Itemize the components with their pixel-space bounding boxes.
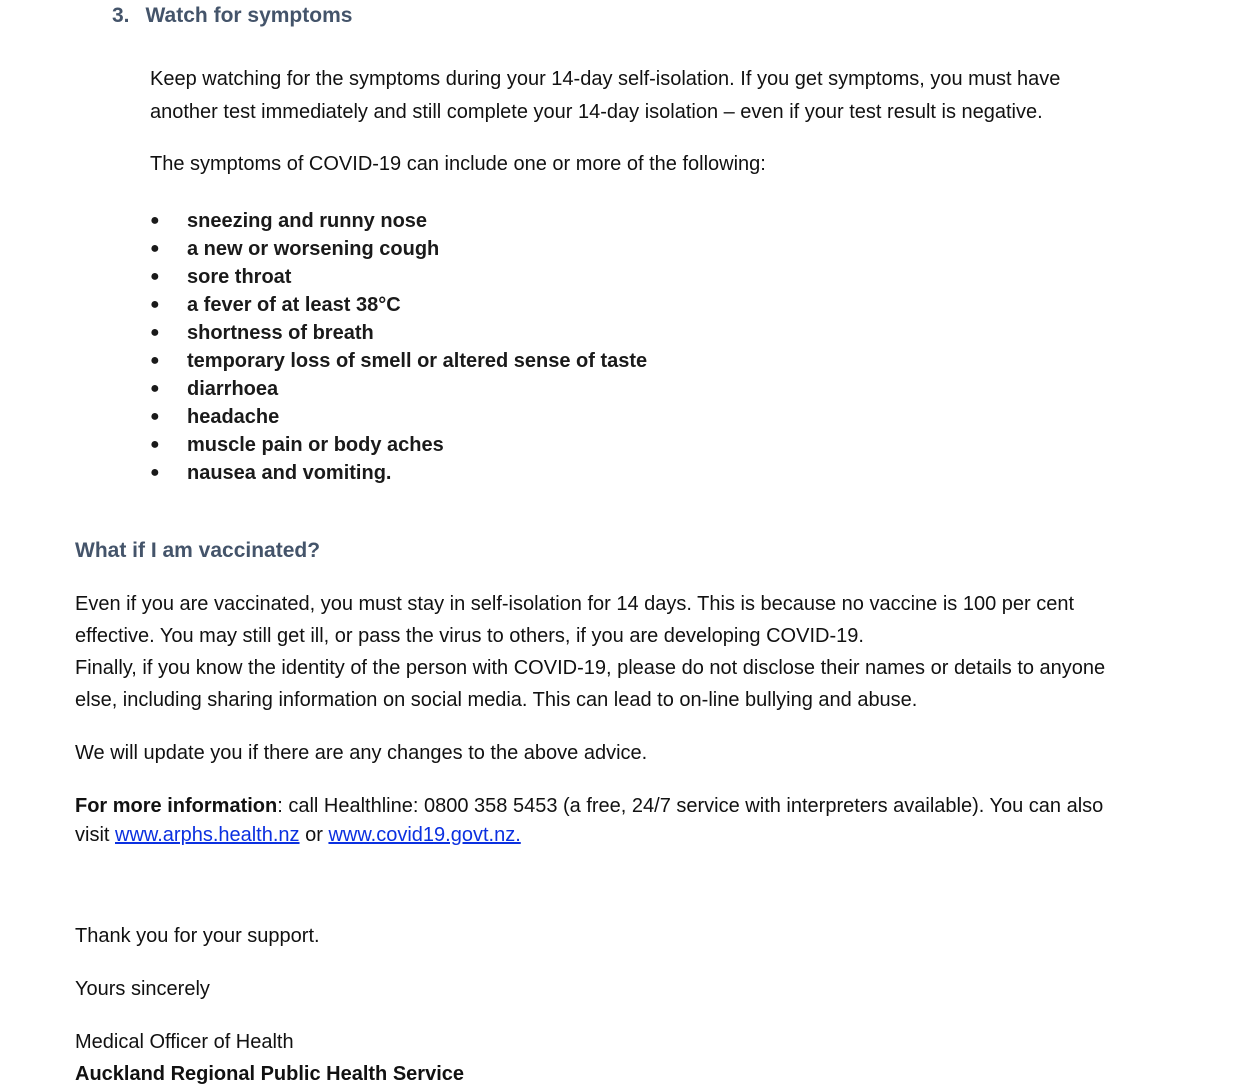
symptom-text: sore throat (187, 266, 292, 288)
signoff-line: Yours sincerely (75, 978, 210, 1000)
vaccinated-line-1: Even if you are vaccinated, you must stay in self-isolation for 14 days. This is because no vaccine is 100 per cent (75, 593, 1075, 615)
list-item (150, 291, 647, 319)
visit-prefix: visit (75, 824, 115, 846)
symptom-text: muscle pain or body aches (187, 434, 444, 456)
section-title: Watch for symptoms (145, 4, 353, 27)
section-heading (112, 4, 352, 28)
bullet-icon: ● (150, 296, 160, 313)
bullet-icon: ● (150, 212, 160, 229)
bullet-icon: ● (150, 352, 160, 369)
disclosure-line-1: Finally, if you know the identity of the person with COVID-19, please do not disclose their names or details to anyone (75, 657, 1106, 679)
symptom-text: headache (187, 406, 280, 428)
vaccinated-line-2: effective. You may still get ill, or pass the virus to others, if you are developing COVID-19. (75, 625, 864, 647)
symptom-text: nausea and vomiting. (187, 462, 392, 484)
thanks-line: Thank you for your support. (75, 925, 320, 947)
list-item (150, 375, 647, 403)
disclosure-line-2: else, including sharing information on social media. This can lead to on-line bullying and abuse. (75, 689, 918, 711)
symptom-text: diarrhoea (187, 378, 279, 400)
vaccinated-heading: What if I am vaccinated? (75, 539, 321, 562)
list-item (150, 207, 647, 235)
bullet-icon: ● (150, 436, 160, 453)
bullet-icon: ● (150, 268, 160, 285)
arphs-link[interactable]: www.arphs.health.nz (115, 824, 300, 846)
symptom-text: a new or worsening cough (187, 238, 440, 260)
bullet-icon: ● (150, 380, 160, 397)
organisation-name: Auckland Regional Public Health Service (75, 1063, 465, 1085)
list-item (150, 403, 647, 431)
bullet-icon: ● (150, 240, 160, 257)
more-info-label: For more information (75, 795, 278, 817)
intro-line-2: another test immediately and still complete your 14-day isolation – even if your test result is negative. (150, 101, 1043, 123)
intro-line-1: Keep watching for the symptoms during your 14-day self-isolation. If you get symptoms, you must have (150, 68, 1061, 90)
bullet-icon: ● (150, 408, 160, 425)
symptom-list (150, 207, 647, 487)
bullet-icon: ● (150, 324, 160, 341)
list-item (150, 263, 647, 291)
symptom-text: sneezing and runny nose (187, 210, 428, 232)
link-connector: or (299, 824, 329, 846)
symptom-text: a fever of at least 38°C (187, 294, 401, 316)
list-item (150, 347, 647, 375)
more-info-line-2 (75, 819, 1195, 851)
list-item (150, 431, 647, 459)
update-note: We will update you if there are any changes to the above advice. (75, 742, 648, 764)
list-item (150, 235, 647, 263)
covid19-link[interactable]: www.covid19.govt.nz. (328, 824, 521, 846)
more-info-text: : call Healthline: 0800 358 5453 (a free, 24/7 service with interpreters available). You can also (277, 795, 1104, 817)
bullet-icon: ● (150, 464, 160, 481)
list-item (150, 459, 647, 487)
signer-title: Medical Officer of Health (75, 1031, 294, 1053)
list-item (150, 319, 647, 347)
symptom-text: temporary loss of smell or altered sense of taste (187, 350, 648, 372)
list-intro: The symptoms of COVID-19 can include one or more of the following: (150, 153, 766, 175)
section-number: 3. (112, 4, 130, 27)
more-info-line-1 (75, 790, 1195, 822)
symptom-text: shortness of breath (187, 322, 374, 344)
